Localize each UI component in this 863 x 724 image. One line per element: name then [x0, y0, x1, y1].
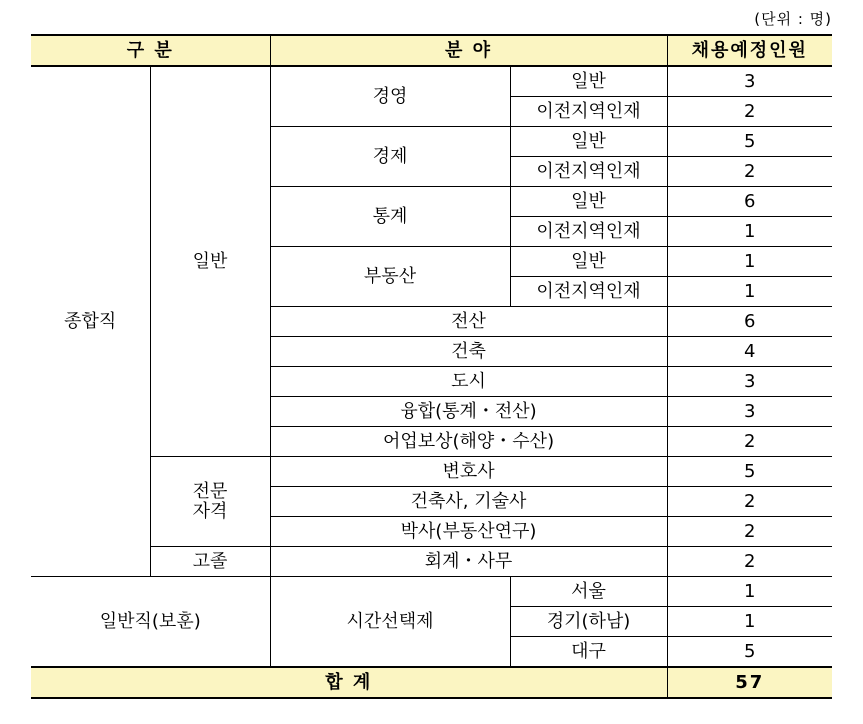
- subfield-local: 이전지역인재: [510, 277, 667, 307]
- group-general: 일반: [150, 66, 270, 457]
- header-count: 채용예정인원: [667, 35, 832, 66]
- field-fishery: 어업보상(해양・수산): [270, 427, 667, 457]
- count-cell: 1: [667, 247, 832, 277]
- field-convergence: 융합(통계・전산): [270, 397, 667, 427]
- count-cell: 6: [667, 307, 832, 337]
- count-cell: 2: [667, 517, 832, 547]
- header-row: [31, 35, 832, 66]
- group-comprehensive: 종합직: [31, 66, 150, 577]
- subfield-local: 이전지역인재: [510, 217, 667, 247]
- recruitment-table: [31, 34, 832, 699]
- field-management: 경영: [270, 66, 510, 127]
- group-highschool: 고졸: [150, 547, 270, 577]
- subfield-general: 일반: [510, 247, 667, 277]
- unit-note: (단위 : 명): [754, 10, 832, 28]
- subfield-daegu: 대구: [510, 637, 667, 668]
- field-part-time: 시간선택제: [270, 577, 510, 668]
- subfield-seoul: 서울: [510, 577, 667, 607]
- group-general-veteran: 일반직(보훈): [31, 577, 270, 668]
- subfield-local: 이전지역인재: [510, 157, 667, 187]
- group-specialist: [150, 457, 270, 547]
- count-cell: 3: [667, 66, 832, 97]
- field-architect: 건축사, 기술사: [270, 487, 667, 517]
- subfield-gyeonggi: 경기(하남): [510, 607, 667, 637]
- field-urban: 도시: [270, 367, 667, 397]
- field-lawyer: 변호사: [270, 457, 667, 487]
- count-cell: 5: [667, 637, 832, 668]
- field-economics: 경제: [270, 127, 510, 187]
- count-cell: 5: [667, 457, 832, 487]
- total-row: [31, 667, 832, 698]
- count-cell: 5: [667, 127, 832, 157]
- count-cell: 1: [667, 217, 832, 247]
- table-row: [31, 577, 832, 607]
- count-cell: 6: [667, 187, 832, 217]
- subfield-general: 일반: [510, 187, 667, 217]
- subfield-general: 일반: [510, 127, 667, 157]
- table-row: [31, 66, 832, 97]
- count-cell: 1: [667, 277, 832, 307]
- header-division: 구 분: [31, 35, 270, 66]
- table-row: [31, 457, 832, 487]
- count-cell: 4: [667, 337, 832, 367]
- group-specialist-label: 전문 자격: [192, 480, 228, 522]
- count-cell: 3: [667, 397, 832, 427]
- subfield-local: 이전지역인재: [510, 97, 667, 127]
- total-label: 합 계: [31, 667, 667, 698]
- count-cell: 2: [667, 97, 832, 127]
- field-computing: 전산: [270, 307, 667, 337]
- field-accounting: 회계・사무: [270, 547, 667, 577]
- total-value: 57: [667, 667, 832, 698]
- field-real-estate: 부동산: [270, 247, 510, 307]
- count-cell: 1: [667, 607, 832, 637]
- count-cell: 2: [667, 427, 832, 457]
- count-cell: 1: [667, 577, 832, 607]
- table-row: [31, 547, 832, 577]
- field-statistics: 통계: [270, 187, 510, 247]
- count-cell: 2: [667, 157, 832, 187]
- count-cell: 3: [667, 367, 832, 397]
- field-phd: 박사(부동산연구): [270, 517, 667, 547]
- field-architecture: 건축: [270, 337, 667, 367]
- header-field: 분 야: [270, 35, 667, 66]
- count-cell: 2: [667, 487, 832, 517]
- count-cell: 2: [667, 547, 832, 577]
- subfield-general: 일반: [510, 66, 667, 97]
